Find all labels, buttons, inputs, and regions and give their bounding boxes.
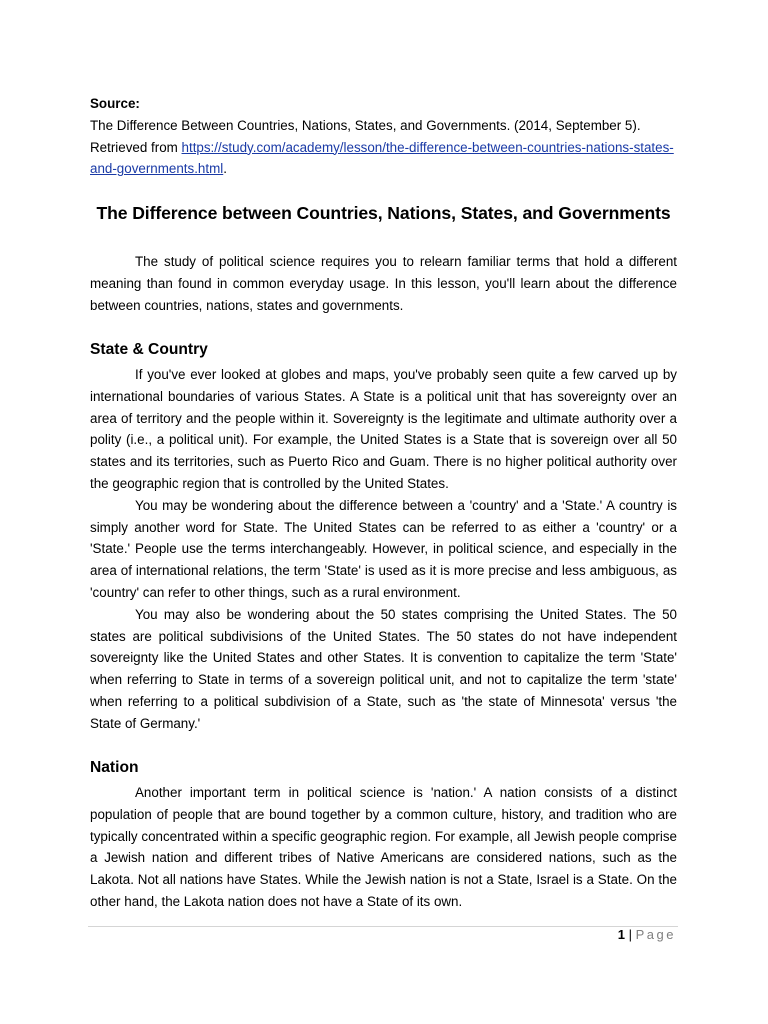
section-heading-nation: Nation — [90, 759, 139, 776]
intro-block — [90, 251, 677, 316]
retrieved-prefix: Retrieved from — [90, 139, 182, 155]
source-block — [90, 93, 677, 180]
section-body-state-country — [90, 364, 677, 735]
section-body-nation — [90, 782, 677, 913]
page-number: 1 — [617, 927, 626, 942]
paragraph: If you've ever looked at globes and maps, you've probably seen quite a few carved up by international boundaries of various States. A State is a political unit that has sovereignty over an area of territory and the people within it. Sovereignty is the legitimate and ultimate authority over a polity (i.e., a political unit). For example, the United States is a State that is sovereign over all 50 states and its territories, such as Puerto Rico and Guam. There is no higher political authority over the geographic region that is controlled by the United States. — [90, 367, 677, 491]
page-word: Page — [635, 927, 676, 942]
source-label: Source: — [90, 96, 140, 111]
paragraph: You may be wondering about the difference between a 'country' and a 'State.' A country is simply another word for State. The United States can be referred to as either a 'country' or a 'State.' People use the terms interchangeably. However, in political science, and especially in the area of international relations, the term 'State' is used as it is more precise and less ambiguous, as 'country' can refer to other things, such as a rural environment. — [90, 497, 677, 600]
paragraph: Another important term in political science is 'nation.' A nation consists of a distinct population of people that are bound together by a common culture, history, and tradition who are typically concentrated within a specific geographic region. For example, all Jewish people comprise a Jewish nation and different tribes of Native Americans are considered nations, such as the Lakota. Not all nations have States. While the Jewish nation is not a State, Israel is a State. On the other hand, the Lakota nation does not have a State of its own. — [90, 785, 677, 909]
source-url-link[interactable]: https://study.com/academy/lesson/the-difference-between-countries-nations-states-and-governments.html — [90, 139, 674, 177]
source-citation: The Difference Between Countries, Nations, States, and Governments. (2014, September 5). — [90, 117, 641, 133]
section-heading-state-country: State & Country — [90, 341, 208, 358]
paragraph: You may also be wondering about the 50 states comprising the United States. The 50 states are political subdivisions of the United States. The 50 states do not have independent sovereignty like the United States and other States. It is convention to capitalize the term 'State' when referring to State in terms of a sovereign political unit, and not to capitalize the term 'state' when referring to a political subdivision of a State, such as 'the state of Minnesota' versus 'the State of Germany.' — [90, 606, 677, 731]
source-retrieved — [90, 137, 677, 181]
page-separator: | — [625, 927, 636, 942]
document-title: The Difference between Countries, Nations, States, and Governments — [96, 203, 671, 223]
intro-paragraph: The study of political science requires you to relearn familiar terms that hold a different meaning than found in common everyday usage. In this lesson, you'll learn about the difference between countries, nations, states and governments. — [90, 254, 677, 313]
source-suffix: . — [223, 161, 227, 177]
page-footer — [560, 927, 676, 942]
